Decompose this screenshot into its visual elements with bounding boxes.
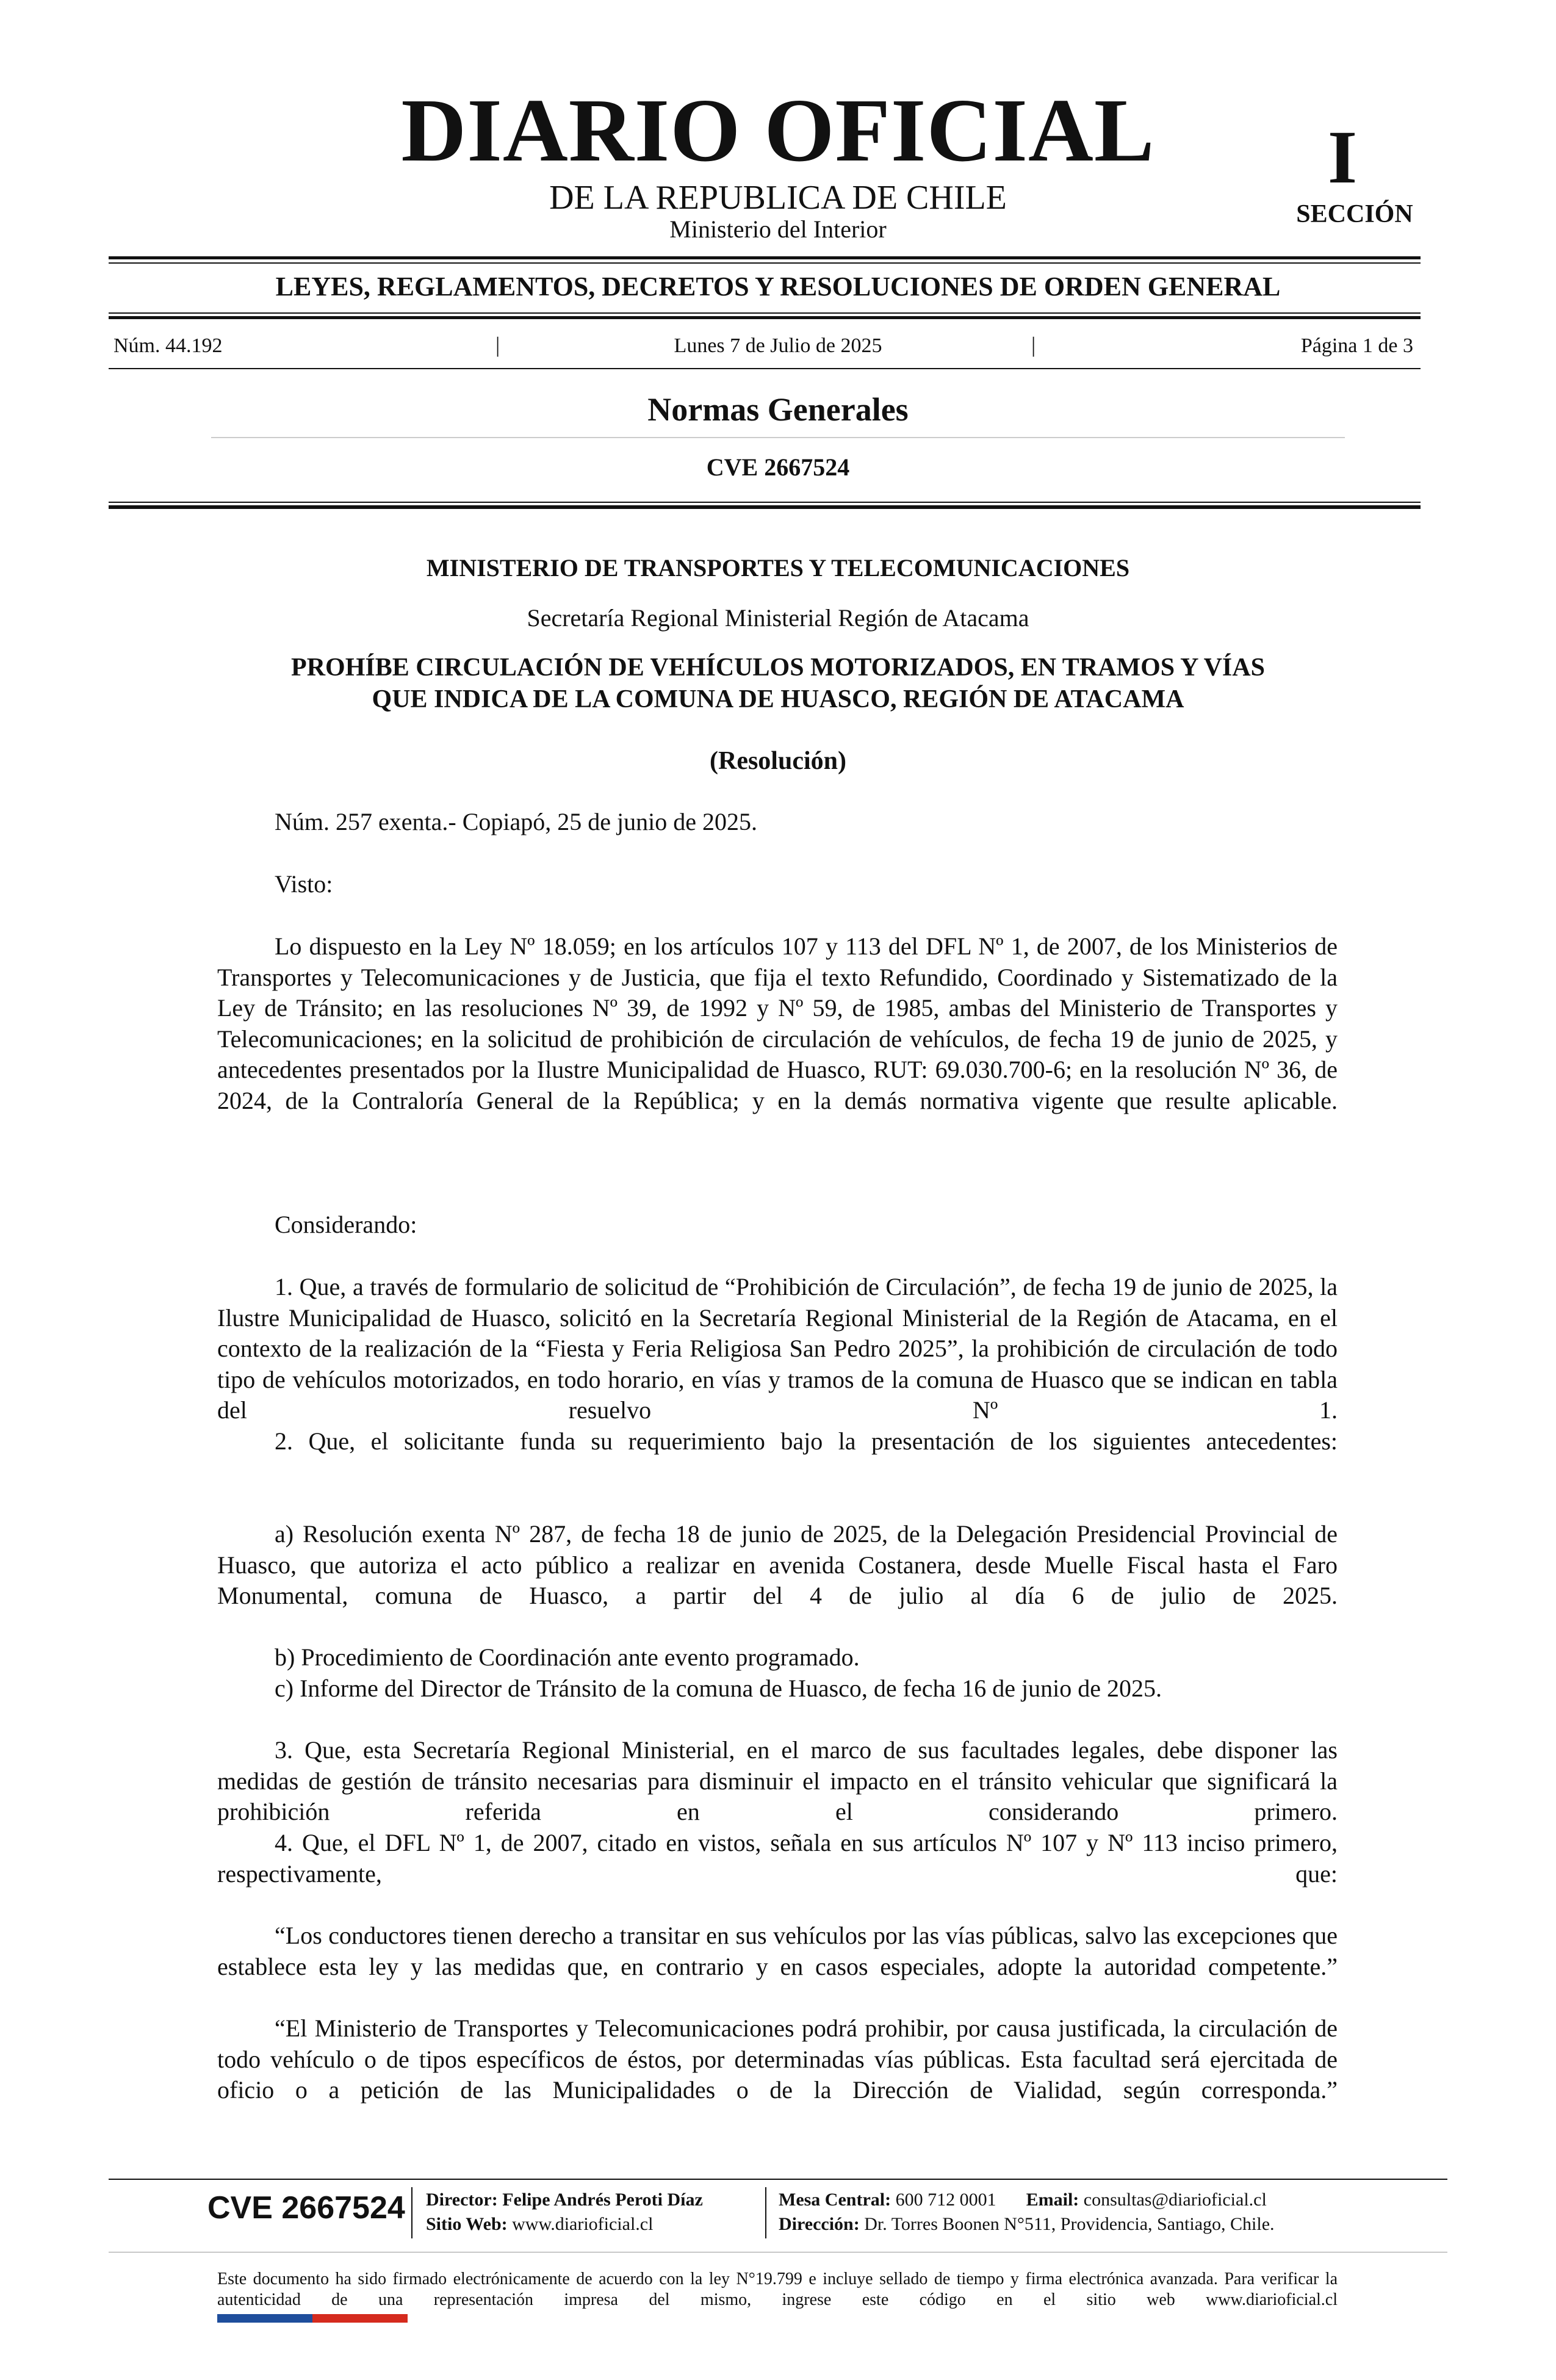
category-rule-thick	[109, 316, 1421, 319]
mesa-phone: 600 712 0001	[895, 2190, 996, 2210]
director-label: Director:	[426, 2190, 498, 2210]
section-title: Normas Generales	[647, 391, 909, 428]
considerando-3: 3. Que, esta Secretaría Regional Ministerial, en el marco de sus facultades legales, debe disponer las medidas de gestión de tránsito necesarias para disminuir el impacto en el tránsito vehicular que significará la prohibición referida en el considerando primero.	[217, 1736, 1338, 1826]
document-type: (Resolución)	[710, 747, 846, 775]
email-link[interactable]: consultas@diarioficial.cl	[1083, 2190, 1267, 2210]
footer-cve-code: CVE 2667524	[207, 2190, 405, 2226]
cve-rule-thick	[109, 505, 1421, 509]
considerando-2: 2. Que, el solicitante funda su requerimiento bajo la presentación de los siguientes antecedentes:	[275, 1427, 1338, 1455]
flag-stripe-blue	[217, 2314, 312, 2323]
quote-article-113: “El Ministerio de Transportes y Telecomunicaciones podrá prohibir, por causa justificada, la circulación de todo vehículo o de tipos específicos de éstos, por determinadas vías públicas. Esta facultad será ejercitada de oficio o a petición de las Municipalidades o de la Dirección de Vialidad, según corresponda.”	[217, 2014, 1338, 2104]
mesa-label: Mesa Central:	[779, 2190, 891, 2210]
issuing-ministry: MINISTERIO DE TRANSPORTES Y TELECOMUNICACIONES	[426, 554, 1130, 582]
masthead-title: DIARIO OFICIAL	[401, 81, 1155, 181]
issue-number: Núm. 44.192	[113, 334, 223, 357]
header-rule-thin	[109, 262, 1421, 264]
issue-rule	[109, 368, 1421, 369]
resolution-number: Núm. 257 exenta.- Copiapó, 25 de junio de 2025.	[275, 808, 757, 835]
masthead-subtitle: DE LA REPUBLICA DE CHILE	[549, 179, 1007, 217]
footer-contact	[779, 2188, 1267, 2212]
category-banner: LEYES, REGLAMENTOS, DECRETOS Y RESOLUCIONES DE ORDEN GENERAL	[275, 272, 1281, 301]
antecedente-b: b) Procedimiento de Coordinación ante evento programado.	[275, 1643, 860, 1671]
visto-label: Visto:	[275, 870, 333, 898]
document-heading-line2: QUE INDICA DE LA COMUNA DE HUASCO, REGIÓN DE ATACAMA	[372, 685, 1184, 713]
footer-divider	[765, 2187, 766, 2238]
visto-paragraph: Lo dispuesto en la Ley Nº 18.059; en los artículos 107 y 113 del DFL Nº 1, de 2007, de los Ministerios de Transportes y Telecomunicaciones y de Justicia, que fija el texto Refundido, Coordinado y Sistematizado de la Ley de Tránsito; en las resoluciones Nº 39, de 1992 y Nº 59, de 1985, ambas del Ministerio de Transportes y Telecomunicaciones; en la solicitud de prohibición de circulación de vehículos, de fecha 19 de junio de 2025, y antecedentes presentados por la Ilustre Municipalidad de Huasco, RUT: 69.030.700-6; en la resolución Nº 36, de 2024, de la Contraloría General de la República; y en la demás normativa vigente que resulte aplicable.	[217, 932, 1338, 1114]
section-number: I	[1327, 115, 1358, 199]
email-label: Email:	[1026, 2190, 1079, 2210]
antecedente-a: a) Resolución exenta Nº 287, de fecha 18 de junio de 2025, de la Delegación Presidencial Provincial de Huasco, que autoriza el acto público a realizar en avenida Costanera, desde Muelle Fiscal hasta el Faro Monumental, comuna de Huasco, a partir del 4 de julio al día 6 de julio de 2025.	[217, 1520, 1338, 1610]
footer-website	[426, 2213, 653, 2236]
footer-director	[426, 2188, 703, 2212]
page-indicator: Página 1 de 3	[1300, 334, 1413, 357]
issuing-office: Secretaría Regional Ministerial Región de Atacama	[527, 604, 1029, 632]
director-name: Felipe Andrés Peroti Díaz	[502, 2190, 703, 2210]
quote-article-107: “Los conductores tienen derecho a transitar en sus vehículos por las vías públicas, salvo las excepciones que establece esta ley y las medidas que, en contrario y en casos especiales, adopte la autoridad competente.”	[217, 1922, 1338, 1980]
flag-stripe-red	[312, 2314, 408, 2323]
website-label: Sitio Web:	[426, 2214, 508, 2234]
category-rule-thin	[109, 312, 1421, 314]
address-label: Dirección:	[779, 2214, 860, 2234]
section-label: SECCIÓN	[1296, 200, 1413, 228]
address-value: Dr. Torres Boonen N°511, Providencia, Santiago, Chile.	[864, 2214, 1275, 2234]
cve-code: CVE 2667524	[706, 453, 850, 481]
issue-separator: |	[1031, 333, 1036, 357]
considerando-label: Considerando:	[275, 1211, 417, 1238]
footer-divider	[411, 2187, 412, 2238]
cve-rule-thin	[109, 502, 1421, 503]
document-heading-line1: PROHÍBE CIRCULACIÓN DE VEHÍCULOS MOTORIZADOS, EN TRAMOS Y VÍAS	[291, 654, 1265, 682]
issue-separator: |	[495, 333, 500, 357]
considerando-1: 1. Que, a través de formulario de solicitud de “Prohibición de Circulación”, de fecha 19 de junio de 2025, la Ilustre Municipalidad de Huasco, solicitó en la Secretaría Regional Ministerial de la Región de Atacama, en el contexto de la realización de la “Fiesta y Feria Religiosa San Pedro 2025”, la prohibición de circulación de todo tipo de vehículos motorizados, en todo horario, en vías y tramos de la comuna de Huasco que se indican en tabla del resuelvo Nº 1.	[217, 1273, 1338, 1424]
issue-date: Lunes 7 de Julio de 2025	[674, 334, 882, 357]
considerando-4: 4. Que, el DFL Nº 1, de 2007, citado en vistos, señala en sus artículos Nº 107 y Nº 113 inciso primero, respectivamente, que:	[217, 1829, 1338, 1888]
section-title-rule	[211, 437, 1345, 438]
footer-rule	[109, 2179, 1447, 2180]
footer-address	[779, 2213, 1275, 2236]
header-rule-thick	[109, 256, 1421, 259]
website-link[interactable]: www.diarioficial.cl	[512, 2214, 654, 2234]
antecedente-c: c) Informe del Director de Tránsito de la comuna de Huasco, de fecha 16 de junio de 2025.	[275, 1675, 1162, 1702]
masthead-ministry: Ministerio del Interior	[669, 215, 887, 243]
legal-notice: Este documento ha sido firmado electrónicamente de acuerdo con la ley N°19.799 e incluye sellado de tiempo y firma electrónica avanzada. Para verificar la autenticidad de una representación impresa del mismo, ingrese este código en el sitio web www.diarioficial.cl	[217, 2270, 1338, 2309]
